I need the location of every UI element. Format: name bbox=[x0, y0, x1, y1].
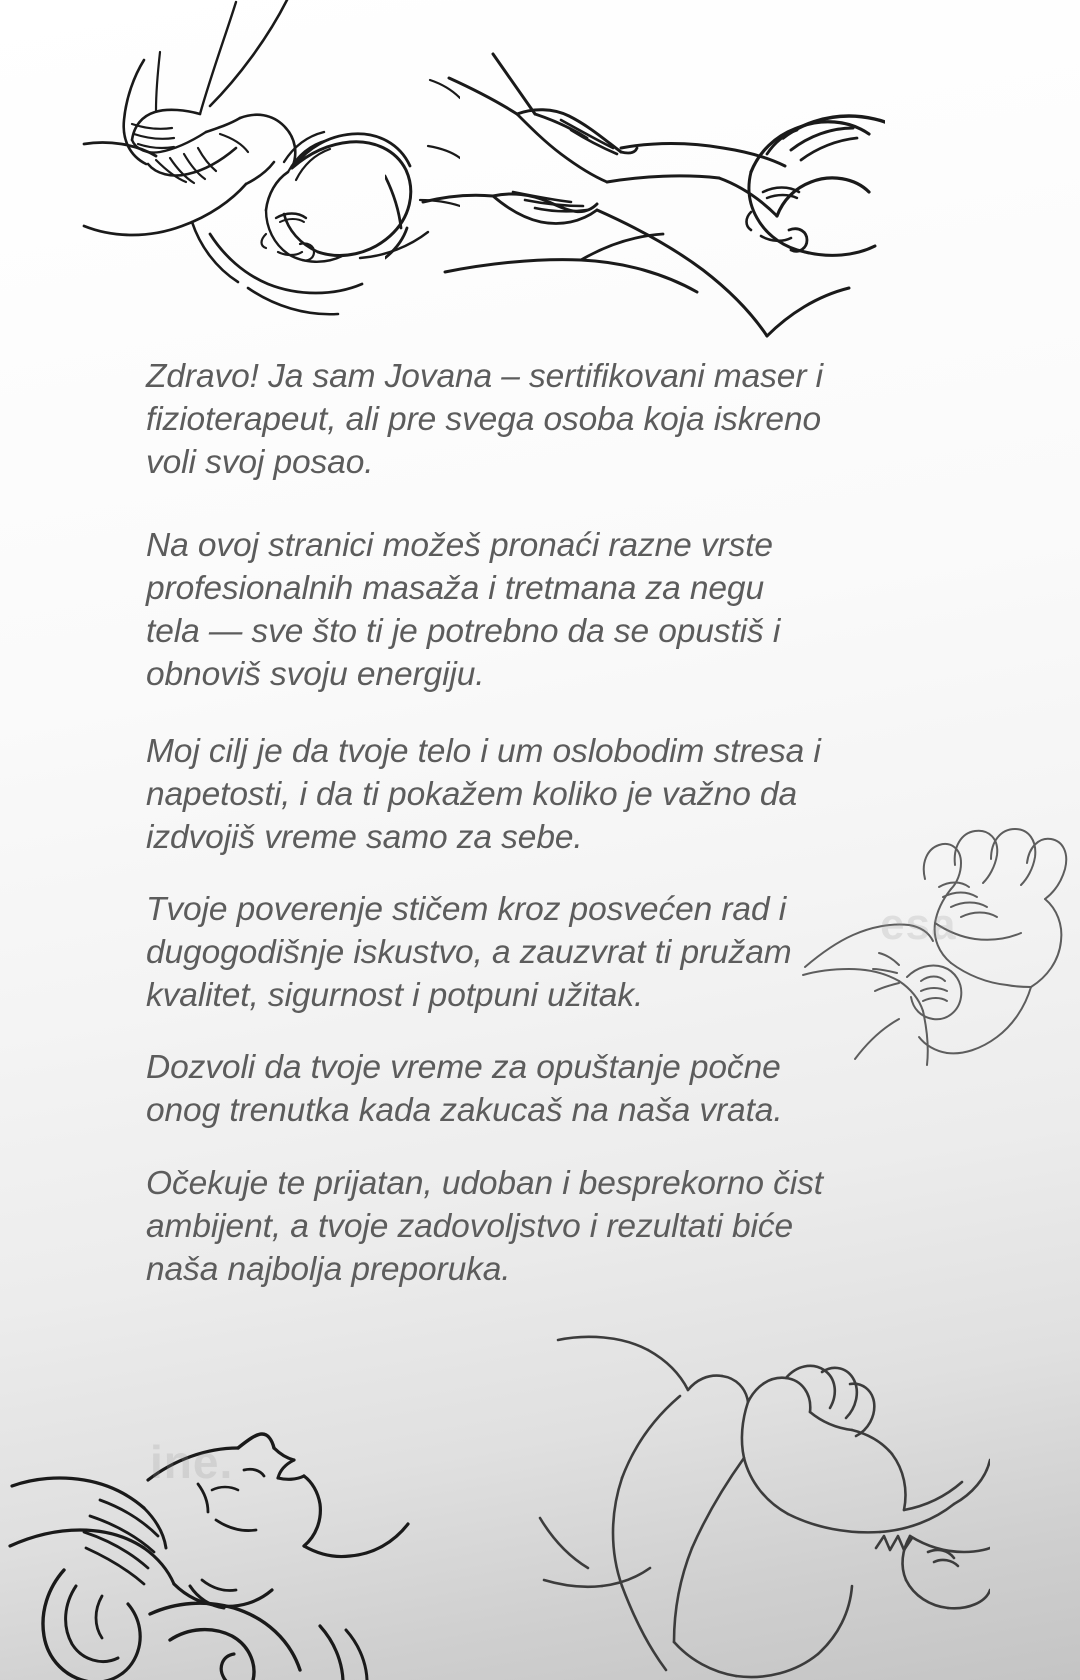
paragraph-services: Na ovoj stranici možeš pronaći razne vrste profesionalnih masaža i tretmana za negu tela — sve što ti je potrebno da se opustiš i obnoviš svoju energiju. bbox=[146, 527, 781, 693]
paragraph-ambience: Očekuje te prijatan, udoban i besprekorno čist ambijent, a tvoje zadovoljstvo i rezultati biće naša najbolja preporuka. bbox=[146, 1165, 823, 1288]
shoulder-massage-line-art-illustration bbox=[385, 0, 885, 356]
paragraph-trust: Tvoje poverenje stičem kroz posvećen rad i dugogodišnje iskustvo, a zauzvrat ti pružam kvalitet, sigurnost i potpuni užitak. bbox=[146, 891, 792, 1014]
about-text-block bbox=[146, 355, 826, 1291]
paragraph-intro: Zdravo! Ja sam Jovana – sertifikovani maser i fizioterapeut, ali pre svega osoba koja iskreno voli svoj posao. bbox=[146, 358, 823, 481]
paragraph-welcome: Dozvoli da tvoje vreme za opuštanje počne onog trenutka kada zakucaš na naša vrata. bbox=[146, 1049, 783, 1129]
watermark-bottom: ine. bbox=[150, 1436, 234, 1488]
foot-reflexology-line-art-illustration bbox=[795, 775, 1080, 1075]
watermark-right: esa bbox=[880, 900, 957, 949]
back-massage-line-art-illustration bbox=[60, 0, 460, 354]
face-head-massage-line-art-illustration bbox=[0, 1330, 410, 1680]
back-treatment-line-art-illustration bbox=[530, 1330, 990, 1680]
paragraph-goal: Moj cilj je da tvoje telo i um oslobodim stresa i napetosti, i da ti pokažem koliko je važno da izdvojiš vreme samo za sebe. bbox=[146, 733, 821, 856]
